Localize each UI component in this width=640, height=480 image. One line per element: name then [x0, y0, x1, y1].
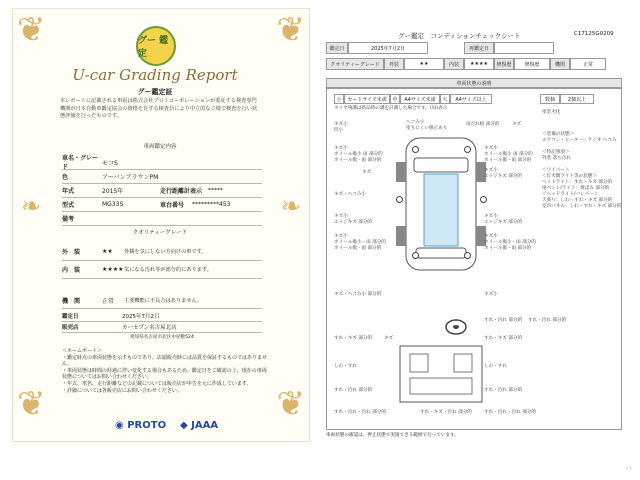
row-vehicle-name: [62, 155, 262, 170]
date-label: 鑑定日: [326, 42, 348, 54]
label: 鑑定日: [62, 313, 79, 320]
callout: キズ: [362, 170, 372, 175]
row-remarks: [62, 211, 262, 226]
stars: ★★★★: [102, 265, 124, 273]
callout: 塗装劣化: [542, 110, 561, 115]
callout: キズ小 ホイール傷小 雨 部分的 ホイール傷・雨 部分的: [334, 146, 383, 163]
proto-logo-icon: ◉: [115, 420, 128, 431]
logo-text: PROTO: [127, 420, 167, 431]
reinspect-value: [494, 42, 554, 54]
reinspect-label: 再鑑定日: [464, 42, 494, 54]
callout: ヘコみ小 塗りにくい修正あり: [406, 120, 448, 131]
size-mid-desc: A4サイズ未満: [400, 94, 440, 104]
value: MG33S: [102, 200, 124, 208]
sheet-title: グー鑑定 コンディションチェックシート: [398, 32, 521, 40]
seat-front-left: [410, 354, 428, 372]
callout: キズ小 凹小: [334, 122, 348, 133]
value: 2015年: [102, 187, 124, 195]
row-shop: [62, 321, 262, 333]
steering-wheel-icon: [444, 318, 468, 336]
label: 外 装: [62, 248, 81, 256]
callout: キズ・ヘコみ小 部分的: [334, 292, 382, 297]
callout: キズ小 エッジキズ 部分的: [334, 214, 373, 225]
sheet-footnote: 車両状態の確認は、押止状態で実施できる範囲で行っています。: [326, 433, 459, 438]
ornament-bottom-left-icon: ❦: [17, 384, 46, 424]
callout: すれ・キズ 部分的: [334, 336, 373, 341]
engine-label: 機関: [550, 58, 570, 70]
label: 型式: [62, 201, 75, 209]
label: 年式: [62, 187, 75, 195]
label: 機 関: [62, 297, 81, 305]
count-value: 2個以上: [560, 94, 594, 104]
size-mid-key: 中: [390, 94, 400, 104]
value: *********453: [192, 200, 231, 208]
date-value: 2025年7月2日: [348, 42, 428, 54]
ornament-bottom-right-icon: ❦: [276, 384, 305, 424]
value: モコS: [102, 159, 118, 167]
certificate-intro: 本レポートに記載される車両は株式会社プロトコーポレーションが委託する検査専門機関が日本自動車鑑定協会の資格を有する検査員により中立的な立場で検査を行い状態評価を行ったものです。: [60, 98, 258, 119]
callout: 雨だれ痕 部分的: [466, 122, 500, 127]
shop-address: 愛知県名古屋市北区中屋敷524: [130, 335, 194, 340]
label: 販売店: [62, 324, 79, 331]
callout: キズ小 エッジキズ 部分的: [484, 168, 523, 179]
callout: キズ・ヘコみ小: [334, 192, 367, 197]
certificate-subtitle: グー鑑定証: [137, 88, 173, 96]
repair-value: 修復歴: [514, 58, 550, 70]
damage-marker: [480, 196, 487, 203]
callout: キズ小 エッジキズ 部分的: [484, 214, 523, 225]
jaaa-logo: [180, 420, 218, 431]
callout: しわ・すれ: [334, 364, 357, 369]
row-model: [62, 197, 262, 212]
callout: しわ・すれ: [484, 364, 507, 369]
callout: すれ・キズ・汚れ 部分的: [420, 410, 472, 415]
callout: キズ小 ホイール傷小・雨 部分的 ホイール傷・雨 部分的: [484, 234, 536, 251]
callout: すれ・キズ 部分的: [484, 336, 523, 341]
jaaa-logo-icon: ◆: [180, 420, 192, 431]
seat-rear: [410, 378, 472, 394]
size-small-key: 小: [334, 94, 344, 104]
ornament-left-icon: ❧: [21, 192, 42, 220]
callout: すれ・汚れ 部分的: [528, 318, 567, 323]
size-small-desc: カードサイズ未満: [344, 94, 390, 104]
rear-window: [416, 248, 466, 258]
callout: キズ: [512, 122, 522, 127]
value: カーセブン名古屋北店: [122, 324, 177, 331]
damage-marker: [464, 146, 471, 153]
value: アーバンブラウンPM: [102, 173, 159, 181]
page-indicator-icon: ‹ ›: [626, 466, 632, 472]
label: 車台番号: [160, 201, 185, 209]
desc: 気になる汚れ等が部分的にあります。: [124, 266, 212, 273]
callout: すれ・汚れ・汚れ 部分的: [334, 410, 386, 415]
certificate-title: U-car Grading Report: [72, 66, 238, 84]
tire-legend: タイヤ残溝は新品時の溝を計測した場合です。(Ｍ)表示: [334, 106, 448, 111]
desc: 主要機能に不具合はありません。: [124, 297, 203, 304]
row-grade-exterior: [62, 242, 262, 261]
row-color: [62, 169, 262, 184]
stars: 正常: [102, 297, 115, 305]
certificate-notes: ＜ホームポート＞ ・鑑定時点の車両状態を示すものであり、店頭販売時には品質を保証するものではありません。 ・車両状態は時間の経過に伴い変化する場合もあるため、鑑定日をご確認の上、現在の車両状態についてはお問い合わせください。 ・年式、車名、走行距離などの記載については販売店が申告を元に作成しています。 ・詳細については各販売店にお問い合わせください。: [62, 348, 268, 394]
value: *****: [208, 186, 223, 194]
row-grade-engine: [62, 292, 262, 309]
callout: すれ・汚れ・汚れ 部分的: [484, 410, 536, 415]
ornament-top-left-icon: ❦: [17, 10, 46, 50]
size-large-desc: A4サイズ以上: [450, 94, 492, 104]
damage-marker: [396, 196, 403, 203]
damage-marker: [412, 146, 419, 153]
goo-kantei-badge: グー 鑑定: [136, 26, 176, 66]
stars: ★★: [102, 247, 113, 255]
quality-label: クオリティーグレード: [326, 58, 384, 70]
label: 車名・グレード: [62, 155, 99, 171]
value: 2025年7月2日: [122, 313, 160, 320]
interior-value: ★★★★: [464, 58, 494, 70]
side-notes: ＜装備の状態＞ エアコン・ヒーター・ラジオ ヘコみ ＜特記事項＞ 外装 落ち汚れ ＜ワイパー＞ ＜灯火類ライト等の状態＞ ヘッドライト：すれ・キズ 部分的 尾ベント/ライト：黄ばみ 部分的 ＜ヘッドライト/バンパー＞ 天張り：しわ・すれ・キズ 部分的 室内パネル：しわ・すれ・キズ 部分的: [542, 132, 622, 209]
wheel-front-left: [396, 162, 406, 182]
callout: すれ・汚れ 部分的: [334, 388, 373, 393]
seat-front-right: [454, 354, 472, 372]
proto-logo: [115, 420, 166, 431]
label: 内 装: [62, 266, 81, 274]
engine-value: 正常: [570, 58, 606, 70]
size-large-key: 大: [440, 94, 450, 104]
logo-text: JAAA: [191, 420, 219, 431]
car-roof-glass: [424, 174, 458, 246]
callout: キズ小: [484, 292, 498, 297]
row-year: [62, 183, 262, 198]
damage-marker: [412, 252, 419, 259]
callout: すれ・汚れ 部分的: [484, 388, 523, 393]
ornament-top-right-icon: ❦: [276, 10, 305, 50]
exterior-value: ★★: [404, 58, 444, 70]
car-top-view-diagram: [384, 134, 498, 274]
count-label: 数個: [540, 94, 560, 104]
interior-label: 内装: [444, 58, 464, 70]
callout: キズ小 ホイール傷小・雨 部分的 ホイール傷・雨 部分的: [334, 234, 386, 251]
callout: キズ: [384, 336, 394, 341]
sheet-code: C17125G0209: [574, 31, 614, 37]
exterior-label: 外装: [384, 58, 404, 70]
callout: すれ・汚れ 部分的: [484, 318, 523, 323]
label: 走行距離計表示: [160, 187, 203, 195]
section-condition-title: 車両状態の説明: [326, 78, 622, 88]
section-grade-title: クオリティーグレード: [132, 230, 188, 236]
ornament-right-icon: ❧: [280, 192, 301, 220]
repair-label: 修復歴: [494, 58, 514, 70]
car-interior-diagram: [398, 344, 484, 404]
wheel-rear-left: [396, 226, 406, 246]
label: 色: [62, 173, 69, 181]
desc: 外観を気にしない方向けの車です。: [124, 248, 207, 255]
section-vehicle-title: 車両鑑定内容: [143, 144, 177, 150]
damage-marker: [464, 252, 471, 259]
windshield: [414, 158, 468, 172]
row-grade-interior: [62, 260, 262, 279]
callout: キズ小 ホイール傷小 雨 部分的 ホイール傷・雨 部分的: [484, 146, 533, 163]
label: 備考: [62, 215, 75, 223]
